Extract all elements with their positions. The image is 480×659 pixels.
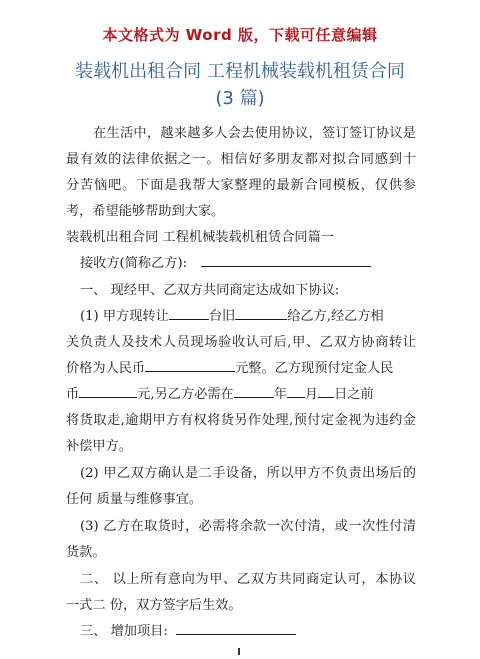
format-banner: 本文格式为 Word 版，下载可任意编辑 [102,26,378,44]
quantity-blank [169,306,209,320]
month-label: 月 [304,387,319,402]
year-label: 年 [273,387,287,402]
clause-two-line-2: 一式二 份，双方签字后生效。 [66,598,242,613]
clause-1-text-d: 元整。乙方现预付定金人民 [235,361,394,376]
clause-2-line-1: (2) 甲乙双方确认是二手设备，所以甲方不负责出场后的 [80,466,416,481]
clause-one: 一、 现经甲、乙双方共同商定达成如下协议: [80,283,340,298]
price-blank [145,358,235,372]
intro-line-2: 最有效的法律依据之一。相信好多朋友都对拟合同感到十 [66,152,416,167]
page-number-mark [236,640,242,647]
currency-label: 币 [66,387,80,402]
price-label: 价格为人民币 [66,361,146,376]
clause-1-text-a: (1) 甲方现转让 [80,309,169,324]
clause-two-line-1: 二、 以上所有意向为甲、乙双方共同商定认可，本协议 [80,572,416,587]
clause-1-line-4 [66,383,416,402]
year-blank [234,384,274,398]
clause-three [80,620,430,639]
clause-1-line-5: 将货取走,逾期甲方有权将货另作处理,预付定金视为违约金 [66,413,416,428]
clause-1-text-b: 台旧 [208,309,236,324]
deposit-blank [79,384,137,398]
clause-1-text-e: 元,另乙方必需在 [137,387,234,402]
clause-3-line-2: 货款。 [66,545,106,560]
clause-three-label: 三、 增加项目: [80,624,168,639]
additional-items-blank [176,621,296,635]
clause-2-line-2: 任何 质量与维修事宜。 [66,492,203,507]
day-label: 日之前 [334,387,374,402]
page-mark-icon [236,648,242,655]
document-title: 装载机出租合同 工程机械装载机租赁合同 [75,61,405,82]
receiver-line [80,252,430,271]
equipment-blank [235,306,287,320]
intro-line-3: 分苦恼吧。下面是我帮大家整理的最新合同模板，仅供参 [66,178,416,193]
clause-1-line-1 [80,305,430,324]
clause-1-line-3 [66,357,416,376]
receiver-label: 接收方(简称乙方): [80,256,188,271]
intro-line-4: 考，希望能够帮助到大家。 [66,204,225,219]
receiver-blank [201,253,371,267]
clause-1-text-c: 给乙方,经乙方相 [287,309,384,324]
clause-1-line-2: 关负责人及技术人员现场验收认可后,甲、乙双方协商转让 [66,335,416,350]
clause-1-line-6: 补偿甲方。 [66,439,132,454]
section-heading: 装载机出租合同 工程机械装载机租赁合同篇一 [66,230,334,245]
month-blank [287,384,305,398]
clause-3-line-1: (3) 乙方在取货时，必需将余款一次付清，或一次性付清 [80,519,416,534]
document-title-count: (3 篇) [215,88,265,109]
intro-line-1: 在生活中，越来越多人会去使用协议，签订签订协议是 [93,126,416,141]
day-blank [318,384,334,398]
